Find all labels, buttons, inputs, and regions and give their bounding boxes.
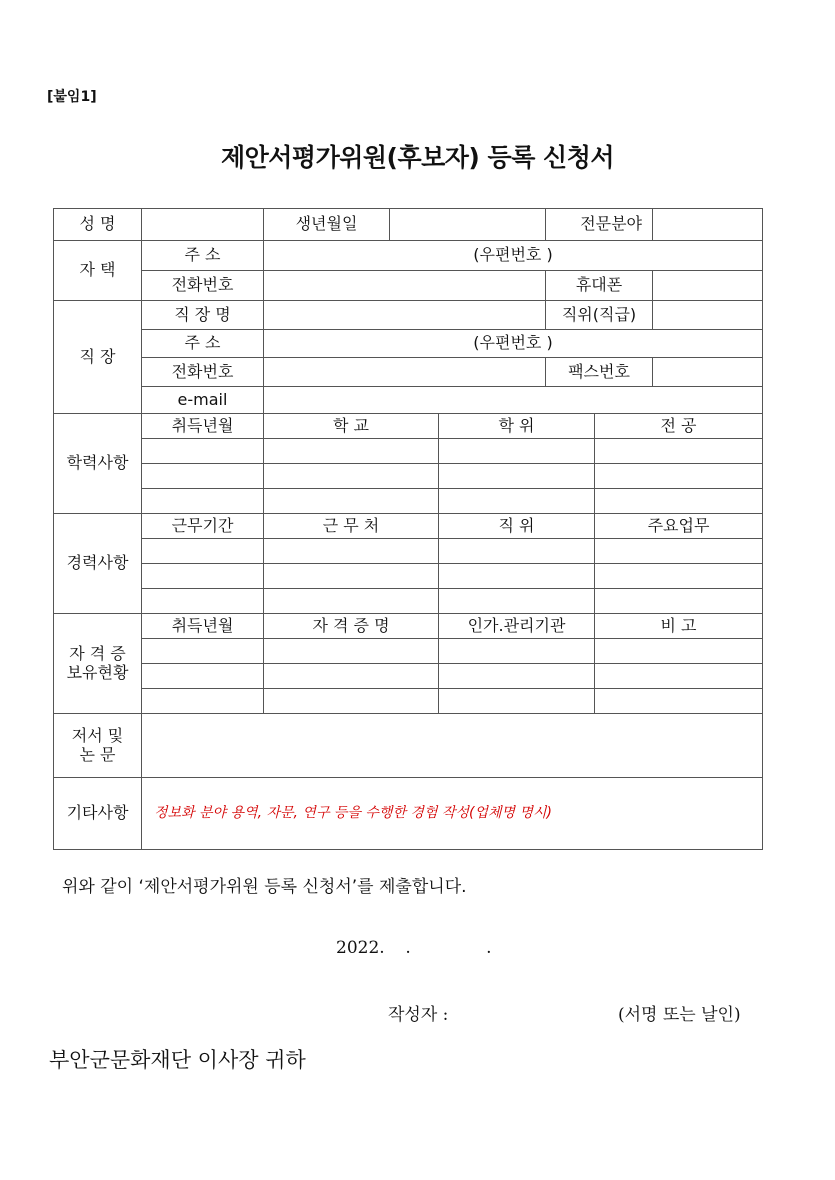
license-cell[interactable] bbox=[595, 689, 763, 714]
education-cell[interactable] bbox=[595, 489, 763, 514]
career-cell[interactable] bbox=[439, 539, 595, 564]
document-title: 제안서평가위원(후보자) 등록 신청서 bbox=[220, 143, 614, 172]
field-label: 전문분야 bbox=[546, 209, 653, 241]
education-cell[interactable] bbox=[142, 439, 264, 464]
license-cell[interactable] bbox=[595, 664, 763, 689]
recipient-text: 부안군문화재단 이사장 귀하 bbox=[49, 1048, 306, 1072]
attachment-label: [붙임1] bbox=[47, 89, 97, 105]
license-header-name: 자 격 증 명 bbox=[264, 614, 439, 639]
position-label: 직위(직급) bbox=[546, 301, 653, 330]
education-cell[interactable] bbox=[439, 464, 595, 489]
date-month-dot: . bbox=[405, 938, 411, 958]
registration-form bbox=[53, 208, 763, 850]
company-label: 직 장 명 bbox=[142, 301, 264, 330]
company-field[interactable] bbox=[264, 301, 546, 330]
career-cell[interactable] bbox=[142, 539, 264, 564]
education-cell[interactable] bbox=[595, 464, 763, 489]
license-cell[interactable] bbox=[439, 639, 595, 664]
career-cell[interactable] bbox=[142, 589, 264, 614]
license-cell[interactable] bbox=[439, 664, 595, 689]
birth-field[interactable] bbox=[390, 209, 546, 241]
email-label: e-mail bbox=[142, 387, 264, 414]
publications-section-label bbox=[54, 714, 142, 778]
career-header-position: 직 위 bbox=[439, 514, 595, 539]
career-cell[interactable] bbox=[264, 564, 439, 589]
career-cell[interactable] bbox=[595, 564, 763, 589]
license-cell[interactable] bbox=[142, 639, 264, 664]
signature-label: (서명 또는 날인) bbox=[618, 1005, 741, 1025]
publications-field[interactable] bbox=[142, 714, 763, 778]
career-section-label: 경력사항 bbox=[54, 514, 142, 614]
home-phone-label: 전화번호 bbox=[142, 271, 264, 301]
name-label: 성 명 bbox=[54, 209, 142, 241]
education-cell[interactable] bbox=[595, 439, 763, 464]
education-cell[interactable] bbox=[264, 489, 439, 514]
license-label-line1: 자 격 증 bbox=[69, 644, 126, 664]
position-field[interactable] bbox=[653, 301, 763, 330]
date-year: 2022. bbox=[336, 938, 385, 958]
career-cell[interactable] bbox=[439, 564, 595, 589]
publications-label-line1: 저서 및 bbox=[71, 726, 124, 746]
license-cell[interactable] bbox=[595, 639, 763, 664]
license-cell[interactable] bbox=[264, 664, 439, 689]
license-section-label bbox=[54, 614, 142, 714]
license-cell[interactable] bbox=[439, 689, 595, 714]
date-day-dot: . bbox=[486, 938, 492, 958]
work-section-label: 직 장 bbox=[54, 301, 142, 414]
declaration-text: 위와 같이 ‘제안서평가위원 등록 신청서’를 제출합니다. bbox=[62, 877, 467, 897]
license-header-agency: 인가.관리기관 bbox=[439, 614, 595, 639]
mobile-field[interactable] bbox=[653, 271, 763, 301]
license-cell[interactable] bbox=[264, 639, 439, 664]
home-address-label: 주 소 bbox=[142, 241, 264, 271]
education-cell[interactable] bbox=[142, 464, 264, 489]
career-cell[interactable] bbox=[264, 539, 439, 564]
education-cell[interactable] bbox=[439, 489, 595, 514]
mobile-label: 휴대폰 bbox=[546, 271, 653, 301]
license-cell[interactable] bbox=[264, 689, 439, 714]
home-phone-field[interactable] bbox=[264, 271, 546, 301]
other-note[interactable]: 정보화 분야 용역, 자문, 연구 등을 수행한 경험 작성(업체명 명시) bbox=[142, 778, 763, 850]
license-label-line2: 보유현황 bbox=[66, 662, 129, 682]
career-cell[interactable] bbox=[595, 539, 763, 564]
work-phone-field[interactable] bbox=[264, 358, 546, 387]
career-cell[interactable] bbox=[439, 589, 595, 614]
home-section-label: 자 택 bbox=[54, 241, 142, 301]
career-header-duties: 주요업무 bbox=[595, 514, 763, 539]
author-label: 작성자 : bbox=[388, 1005, 449, 1025]
field-input[interactable] bbox=[653, 209, 763, 241]
education-header-degree: 학 위 bbox=[439, 414, 595, 439]
license-header-date: 취득년월 bbox=[142, 614, 264, 639]
fax-label: 팩스번호 bbox=[546, 358, 653, 387]
name-field[interactable] bbox=[142, 209, 264, 241]
education-cell[interactable] bbox=[439, 439, 595, 464]
publications-label-line2: 논 문 bbox=[79, 744, 116, 764]
work-address-label: 주 소 bbox=[142, 330, 264, 358]
education-header-major: 전 공 bbox=[595, 414, 763, 439]
career-header-period: 근무기간 bbox=[142, 514, 264, 539]
work-phone-label: 전화번호 bbox=[142, 358, 264, 387]
email-field[interactable] bbox=[264, 387, 763, 414]
home-address-field[interactable]: (우편번호 ) bbox=[264, 241, 763, 271]
education-header-date: 취득년월 bbox=[142, 414, 264, 439]
career-header-workplace: 근 무 처 bbox=[264, 514, 439, 539]
education-section-label: 학력사항 bbox=[54, 414, 142, 514]
birth-label: 생년월일 bbox=[264, 209, 390, 241]
education-cell[interactable] bbox=[142, 489, 264, 514]
career-cell[interactable] bbox=[595, 589, 763, 614]
license-cell[interactable] bbox=[142, 664, 264, 689]
work-address-field[interactable]: (우편번호 ) bbox=[264, 330, 763, 358]
fax-field[interactable] bbox=[653, 358, 763, 387]
education-cell[interactable] bbox=[264, 439, 439, 464]
career-cell[interactable] bbox=[142, 564, 264, 589]
license-cell[interactable] bbox=[142, 689, 264, 714]
license-header-note: 비 고 bbox=[595, 614, 763, 639]
career-cell[interactable] bbox=[264, 589, 439, 614]
education-cell[interactable] bbox=[264, 464, 439, 489]
submission-date bbox=[336, 938, 491, 958]
other-section-label: 기타사항 bbox=[54, 778, 142, 850]
education-header-school: 학 교 bbox=[264, 414, 439, 439]
